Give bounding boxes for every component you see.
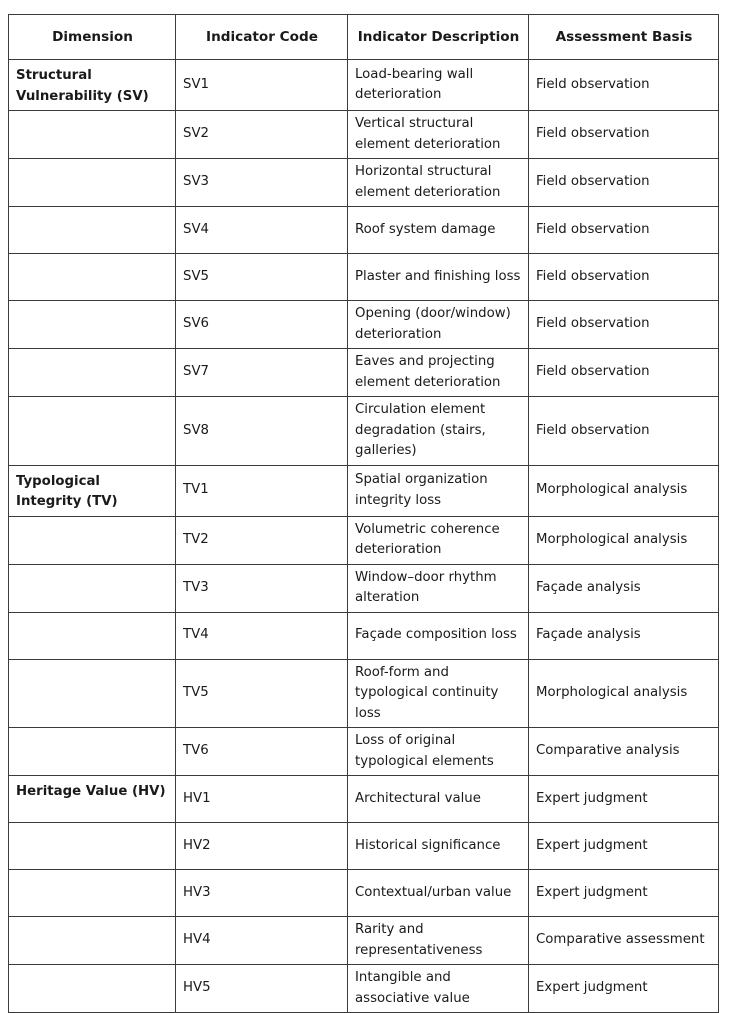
cell-dimension xyxy=(9,917,176,965)
table-row xyxy=(9,465,719,516)
cell-assessment-basis: Expert judgment xyxy=(529,776,719,823)
cell-assessment-basis: Façade analysis xyxy=(529,612,719,659)
cell-assessment-basis: Façade analysis xyxy=(529,564,719,612)
cell-assessment-basis: Morphological analysis xyxy=(529,516,719,564)
cell-dimension xyxy=(9,207,176,254)
cell-dimension xyxy=(9,564,176,612)
table-row xyxy=(9,564,719,612)
cell-dimension xyxy=(9,516,176,564)
cell-assessment-basis: Field observation xyxy=(529,397,719,466)
cell-assessment-basis: Comparative assessment xyxy=(529,917,719,965)
cell-indicator-code: TV6 xyxy=(176,728,348,776)
cell-indicator-description: Volumetric coherence deterioration xyxy=(348,516,529,564)
column-header-dimension: Dimension xyxy=(9,15,176,60)
cell-assessment-basis: Expert judgment xyxy=(529,823,719,870)
cell-indicator-code: HV1 xyxy=(176,776,348,823)
cell-indicator-description: Loss of original typological elements xyxy=(348,728,529,776)
table-body xyxy=(9,60,719,1013)
cell-indicator-code: TV4 xyxy=(176,612,348,659)
cell-assessment-basis: Morphological analysis xyxy=(529,465,719,516)
cell-indicator-code: TV5 xyxy=(176,659,348,728)
cell-indicator-description: Vertical structural element deterioration xyxy=(348,111,529,159)
cell-dimension: Structural Vulnerability (SV) xyxy=(9,60,176,111)
cell-indicator-description: Plaster and finishing loss xyxy=(348,254,529,301)
cell-indicator-description: Architectural value xyxy=(348,776,529,823)
cell-dimension xyxy=(9,159,176,207)
cell-indicator-description: Spatial organization integrity loss xyxy=(348,465,529,516)
cell-indicator-description: Window–door rhythm alteration xyxy=(348,564,529,612)
cell-dimension xyxy=(9,397,176,466)
cell-assessment-basis: Field observation xyxy=(529,159,719,207)
cell-indicator-code: SV3 xyxy=(176,159,348,207)
indicator-table xyxy=(8,14,719,1013)
table-row xyxy=(9,870,719,917)
table-row xyxy=(9,823,719,870)
cell-indicator-code: SV5 xyxy=(176,254,348,301)
cell-indicator-code: HV3 xyxy=(176,870,348,917)
cell-assessment-basis: Morphological analysis xyxy=(529,659,719,728)
cell-indicator-description: Intangible and associative value xyxy=(348,965,529,1013)
cell-indicator-code: HV4 xyxy=(176,917,348,965)
table-row xyxy=(9,159,719,207)
table-row xyxy=(9,965,719,1013)
cell-indicator-description: Roof system damage xyxy=(348,207,529,254)
cell-indicator-code: SV2 xyxy=(176,111,348,159)
column-header-indicator-description: Indicator Description xyxy=(348,15,529,60)
cell-indicator-code: SV1 xyxy=(176,60,348,111)
cell-assessment-basis: Expert judgment xyxy=(529,870,719,917)
cell-indicator-code: TV2 xyxy=(176,516,348,564)
cell-assessment-basis: Field observation xyxy=(529,207,719,254)
cell-dimension xyxy=(9,254,176,301)
cell-indicator-description: Façade composition loss xyxy=(348,612,529,659)
cell-indicator-code: SV8 xyxy=(176,397,348,466)
cell-assessment-basis: Field observation xyxy=(529,349,719,397)
cell-indicator-code: TV3 xyxy=(176,564,348,612)
table-row xyxy=(9,301,719,349)
cell-assessment-basis: Expert judgment xyxy=(529,965,719,1013)
cell-indicator-code: SV4 xyxy=(176,207,348,254)
cell-assessment-basis: Field observation xyxy=(529,60,719,111)
cell-indicator-description: Historical significance xyxy=(348,823,529,870)
table-row xyxy=(9,659,719,728)
table-row xyxy=(9,111,719,159)
table-row xyxy=(9,728,719,776)
cell-indicator-description: Contextual/urban value xyxy=(348,870,529,917)
cell-assessment-basis: Field observation xyxy=(529,111,719,159)
table-header-row xyxy=(9,15,719,60)
cell-indicator-description: Roof-form and typological continuity loss xyxy=(348,659,529,728)
cell-dimension: Heritage Value (HV) xyxy=(9,776,176,823)
cell-indicator-description: Circulation element degradation (stairs, galleries) xyxy=(348,397,529,466)
table-row xyxy=(9,349,719,397)
cell-indicator-code: TV1 xyxy=(176,465,348,516)
cell-assessment-basis: Field observation xyxy=(529,301,719,349)
table-row xyxy=(9,60,719,111)
cell-indicator-description: Rarity and representativeness xyxy=(348,917,529,965)
cell-assessment-basis: Field observation xyxy=(529,254,719,301)
cell-dimension xyxy=(9,111,176,159)
cell-dimension xyxy=(9,301,176,349)
cell-indicator-code: SV6 xyxy=(176,301,348,349)
cell-indicator-description: Eaves and projecting element deterioration xyxy=(348,349,529,397)
cell-dimension xyxy=(9,612,176,659)
cell-dimension xyxy=(9,823,176,870)
table-header xyxy=(9,15,719,60)
cell-indicator-description: Horizontal structural element deterioration xyxy=(348,159,529,207)
indicator-table-container xyxy=(8,14,718,1013)
cell-indicator-code: HV5 xyxy=(176,965,348,1013)
cell-indicator-description: Load-bearing wall deterioration xyxy=(348,60,529,111)
cell-assessment-basis: Comparative analysis xyxy=(529,728,719,776)
table-row xyxy=(9,612,719,659)
cell-dimension xyxy=(9,965,176,1013)
cell-dimension: Typological Integrity (TV) xyxy=(9,465,176,516)
table-row xyxy=(9,917,719,965)
cell-indicator-code: SV7 xyxy=(176,349,348,397)
column-header-indicator-code: Indicator Code xyxy=(176,15,348,60)
cell-dimension xyxy=(9,870,176,917)
column-header-assessment-basis: Assessment Basis xyxy=(529,15,719,60)
table-row xyxy=(9,397,719,466)
table-row xyxy=(9,207,719,254)
cell-dimension xyxy=(9,659,176,728)
cell-indicator-description: Opening (door/window) deterioration xyxy=(348,301,529,349)
table-row xyxy=(9,776,719,823)
table-row xyxy=(9,254,719,301)
table-row xyxy=(9,516,719,564)
cell-indicator-code: HV2 xyxy=(176,823,348,870)
cell-dimension xyxy=(9,349,176,397)
cell-dimension xyxy=(9,728,176,776)
